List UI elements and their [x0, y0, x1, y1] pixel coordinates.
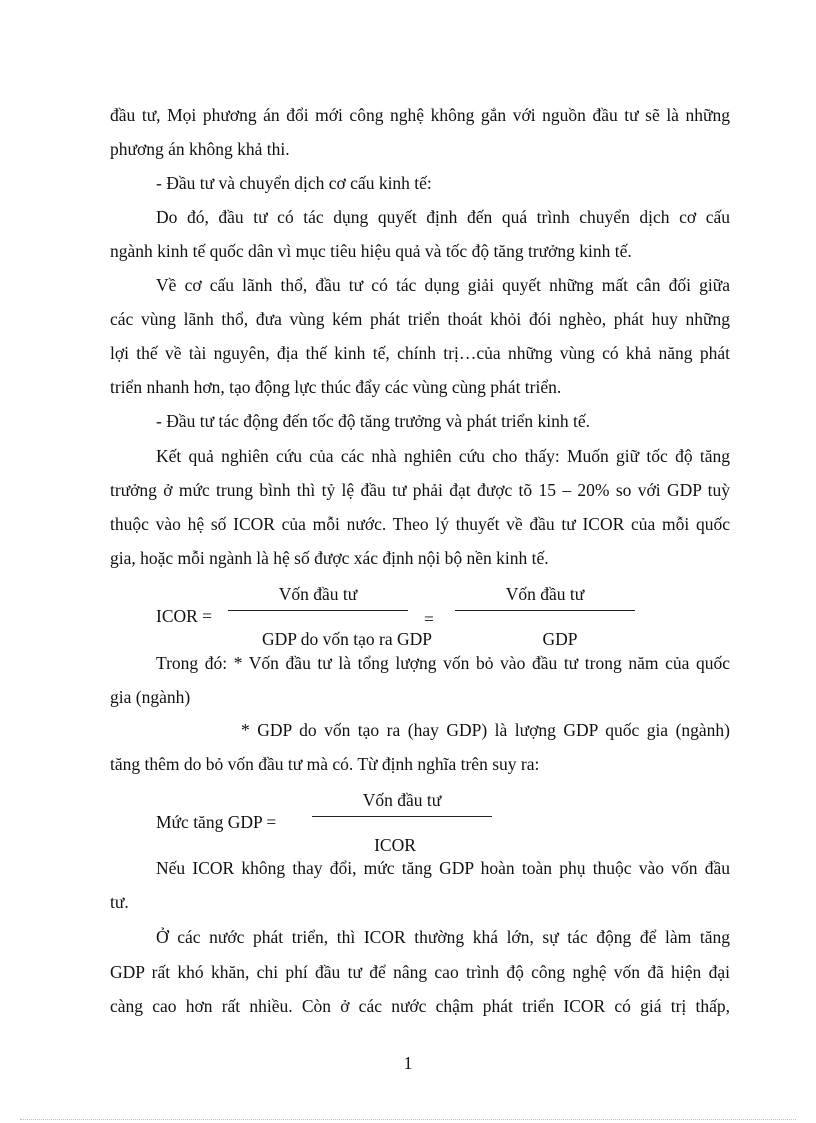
paragraph-line: gia, hoặc mỗi ngành là hệ số được xác định nội bộ nền kinh tế.	[110, 548, 549, 568]
paragraph-line: Về cơ cấu lãnh thổ, đầu tư có tác dụng giải quyết những mất cân đối giữa	[156, 275, 730, 295]
paragraph-line: Do đó, đầu tư có tác dụng quyết định đến quá trình chuyển dịch cơ cấu	[156, 207, 730, 227]
paragraph-line: trưởng ở mức trung bình thì tỷ lệ đầu tư phải đạt được tõ 15 – 20% so với GDP tuỳ	[110, 480, 730, 500]
paragraph-line: ngành kinh tế quốc dân vì mục tiêu hiệu quả và tốc độ tăng trưởng kinh tế.	[110, 241, 632, 261]
paragraph-line: lợi thế về tài nguyên, địa thế kinh tế, chính trị…của những vùng có khả năng phát	[110, 343, 730, 363]
formula-equals: =	[424, 609, 434, 629]
section-heading: - Đầu tư tác động đến tốc độ tăng trưởng và phát triển kinh tế.	[156, 411, 591, 431]
page-number: 1	[403, 1053, 413, 1073]
paragraph-line: tăng thêm do bỏ vốn đầu tư mà có. Từ định nghĩa trên suy ra:	[110, 754, 540, 774]
formula-denominator: GDP do vốn tạo ra GDP	[262, 629, 432, 649]
paragraph-line: gia (ngành)	[110, 687, 191, 707]
formula-denominator: ICOR	[374, 835, 416, 855]
paragraph-line: tư.	[110, 892, 129, 912]
paragraph-line: thuộc vào hệ số ICOR của mỗi nước. Theo lý thuyết về đầu tư ICOR của mỗi quốc	[110, 514, 730, 534]
paragraph-line: phương án không khả thi.	[110, 139, 290, 159]
paragraph-line: Nếu ICOR không thay đổi, mức tăng GDP hoàn toàn phụ thuộc vào vốn đầu	[156, 858, 730, 878]
paragraph-line: càng cao hơn rất nhiều. Còn ở các nước chậm phát triển ICOR có giá trị thấp,	[110, 996, 730, 1016]
paragraph-line: * GDP do vốn tạo ra (hay GDP) là lượng GDP quốc gia (ngành)	[241, 720, 730, 740]
formula-numerator: Vốn đầu tư	[362, 790, 442, 810]
paragraph-line: GDP rất khó khăn, chi phí đầu tư để nâng cao trình độ công nghệ vốn đã hiện đại	[110, 962, 730, 982]
section-heading: - Đầu tư và chuyển dịch cơ cấu kinh tế:	[156, 173, 432, 193]
paragraph-line: đầu tư, Mọi phương án đổi mới công nghệ không gắn với nguồn đầu tư sẽ là những	[110, 105, 730, 125]
fraction-bar	[312, 816, 492, 817]
paragraph-line: Ở các nước phát triển, thì ICOR thường khá lớn, sự tác động để làm tăng	[156, 927, 730, 947]
formula-lhs: Mức tăng GDP =	[156, 812, 277, 832]
paragraph-line: Trong đó: * Vốn đầu tư là tổng lượng vốn bỏ vào đầu tư trong năm của quốc	[156, 653, 730, 673]
formula-lhs: ICOR =	[156, 606, 213, 626]
paragraph-line: Kết quả nghiên cứu của các nhà nghiên cứu cho thấy: Muốn giữ tốc độ tăng	[156, 446, 730, 466]
fraction-bar	[455, 610, 635, 611]
fraction-bar	[228, 610, 408, 611]
paragraph-line: triển nhanh hơn, tạo động lực thúc đẩy các vùng cùng phát triển.	[110, 377, 562, 397]
formula-denominator: GDP	[542, 629, 578, 649]
formula-numerator: Vốn đầu tư	[505, 584, 585, 604]
formula-numerator: Vốn đầu tư	[278, 584, 358, 604]
page-bottom-divider	[20, 1119, 796, 1120]
paragraph-line: các vùng lãnh thổ, đưa vùng kém phát triển thoát khỏi đói nghèo, phát huy những	[110, 309, 730, 329]
